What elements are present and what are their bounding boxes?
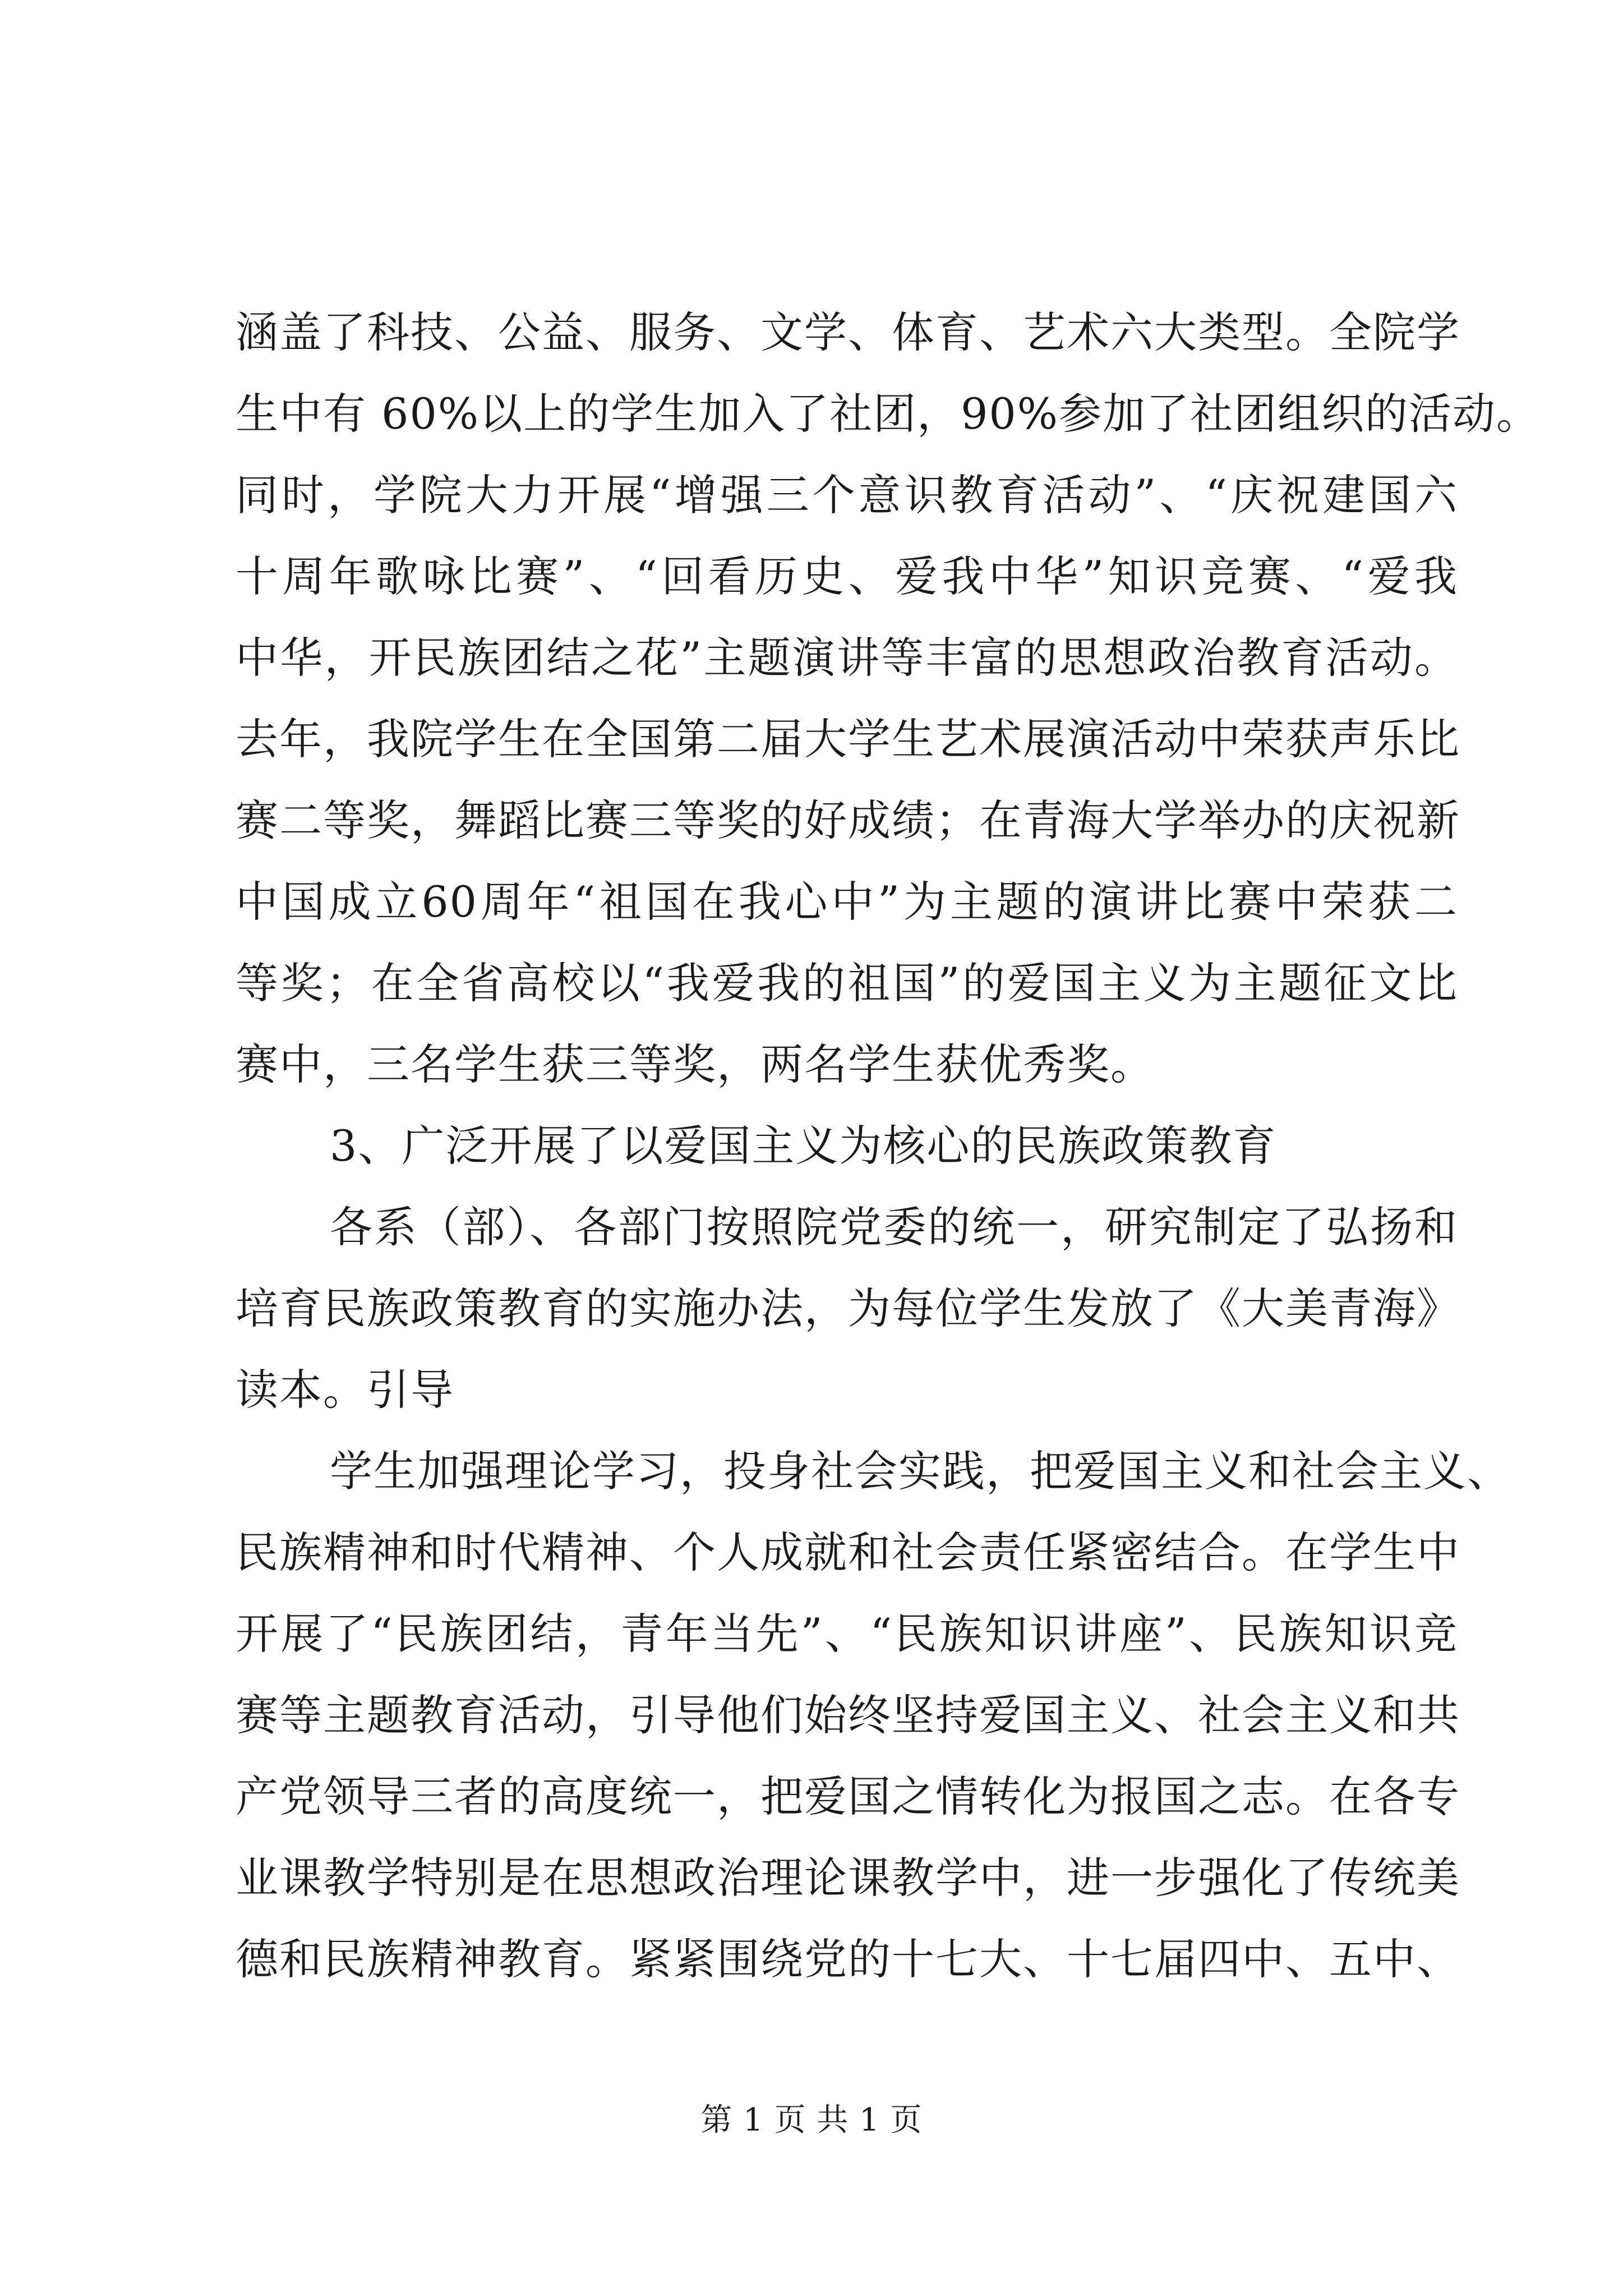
text-line: 各系（部）、各部门按照院党委的统一，研究制定了弘扬和 [330,1202,1458,1252]
text-line: 赛二等奖，舞蹈比赛三等奖的好成绩；在青海大学举办的庆祝新 [236,795,1460,845]
text-line: 读本。引导 [236,1365,454,1415]
text-line: 学生加强理论学习，投身社会实践，把爱国主义和社会主义、 [330,1446,1511,1496]
text-line: 同时，学院大力开展“增强三个意识教育活动”、“庆祝建国六 [236,470,1458,520]
text-line: 民族精神和时代精神、个人成就和社会责任紧密结合。在学生中 [236,1527,1460,1577]
text-line: 中国成立60周年“祖国在我心中”为主题的演讲比赛中荣获二 [236,877,1458,927]
text-line: 去年，我院学生在全国第二届大学生艺术展演活动中荣获声乐比 [236,714,1460,764]
text-line: 赛中，三名学生获三等奖，两名学生获优秀奖。 [236,1039,1154,1089]
text-line: 开展了“民族团结，青年当先”、“民族知识讲座”、民族知识竞 [236,1609,1458,1659]
text-line: 生中有 60%以上的学生加入了社团，90%参加了社团组织的活动。 [236,389,1541,439]
text-line: 赛等主题教育活动，引导他们始终坚持爱国主义、社会主义和共 [236,1690,1460,1740]
text-line: 3、广泛开展了以爱国主义为核心的民族政策教育 [330,1121,1277,1171]
text-line: 德和民族精神教育。紧紧围绕党的十七大、十七届四中、五中、 [236,1934,1460,1984]
text-line: 中华，开民族团结之花”主题演讲等丰富的思想政治教育活动。 [236,633,1458,683]
body-text [236,292,1541,2000]
text-line: 等奖；在全省高校以“我爱我的祖国”的爱国主义为主题征文比 [236,958,1458,1008]
text-line: 十周年歌咏比赛”、“回看历史、爱我中华”知识竞赛、“爱我 [236,551,1458,601]
text-line: 培育民族政策教育的实施办法，为每位学生发放了《大美青海》 [236,1283,1460,1333]
text-line: 涵盖了科技、公益、服务、文学、体育、艺术六大类型。全院学 [236,307,1460,357]
text-line: 业课教学特别是在思想政治理论课教学中，进一步强化了传统美 [236,1853,1460,1903]
page-footer: 第 1 页 共 1 页 [700,2102,923,2138]
text-line: 产党领导三者的高度统一，把爱国之情转化为报国之志。在各专 [236,1772,1460,1821]
